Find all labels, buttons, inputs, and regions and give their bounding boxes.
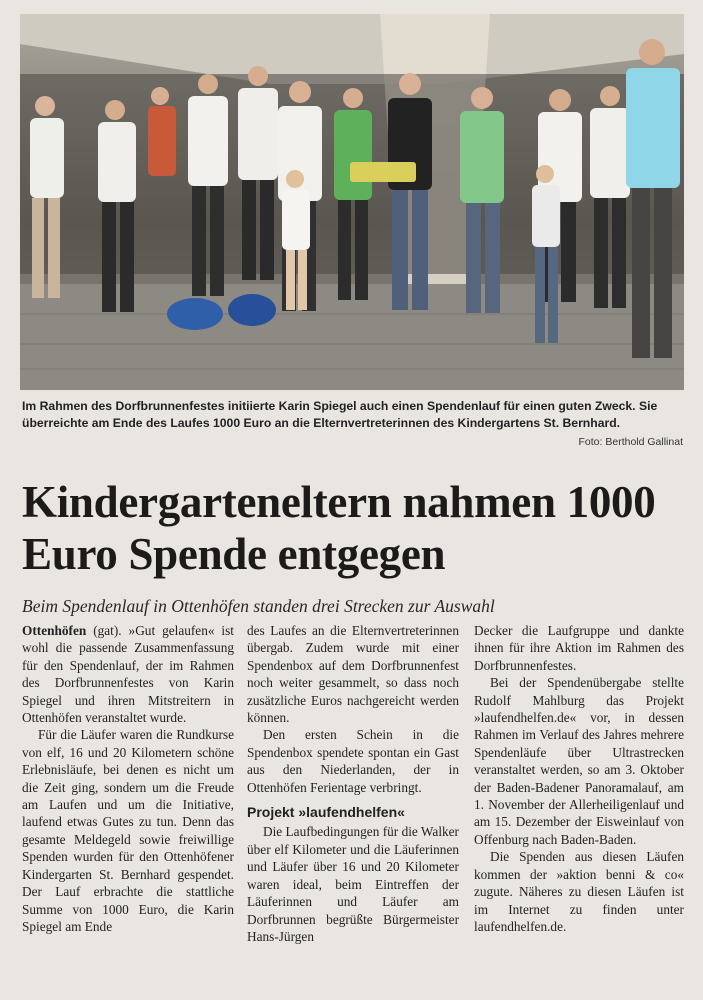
paragraph-text: (gat). »Gut gelaufen« ist wohl die passende Zusammenfassung für den Spendenlauf, der im Rahmen des Dorfbrunnenfestes von Karin Spiegel und ihren Mitstreitern in Ottenhöfen veranstaltet wurde.	[22, 623, 234, 726]
photo-credit: Foto: Berthold Gallinat	[578, 436, 683, 448]
article-column-1	[22, 622, 234, 982]
paragraph: Bei der Spendenübergabe stellte Rudolf Mahlburg das Projekt »laufendhelfen.de« vor, in dessen Rahmen im Verlauf des Jahres mehrere Spendenläufe über Ultrastrecken veranstaltet werden, so am 3. Oktober der Baden-Badener Panoramalauf, am 1. November der Allerheiligenlauf und am 15. Dezember der Eisweinlauf von Offenburg nach Baden-Baden.	[474, 675, 684, 847]
dateline: Ottenhöfen	[22, 623, 87, 638]
subheadline: Beim Spendenlauf in Ottenhöfen standen drei Strecken zur Auswahl	[22, 596, 495, 616]
paragraph: Decker die Laufgruppe und dankte ihnen für ihre Aktion im Rahmen des Dorfbrunnenfestes.	[474, 623, 684, 673]
headline: Kindergarteneltern nahmen 1000 Euro Spende entgegen	[22, 477, 656, 579]
paragraph: Den ersten Schein in die Spendenbox spendete spontan ein Gast aus den Niederlanden, der in Ottenhöfen Ferientage verbringt.	[247, 727, 459, 795]
paragraph: Die Spenden aus diesen Läufen kommen der »aktion benni & co« zugute. Näheres zu diesen Läufen ist im Internet zu finden unter laufendhelfen.de.	[474, 849, 684, 934]
paragraph: Für die Läufer waren die Rundkurse von elf, 16 und 20 Kilometern schöne Erlebnisläufe, bei denen es nicht um die Zeit ging, sondern um die Freude am Laufen und um die Initiative, laufend etwas Gutes zu tun. Denn das gesamte Meldegeld sowie freiwillige Spenden wurden für den Ottenhöfener Kindergarten St. Bernhard gespendet. Der Lauf erbrachte die stattliche Summe von 1000 Euro, die Karin Spiegel am Ende	[22, 727, 234, 934]
paragraph: des Laufes an die Elternvertreterinnen übergab. Zudem wurde mit einer Spendenbox auf dem Dorfbrunnenfest noch weiter gesammelt, so dass noch zusätzliche Euros nachgereicht werden können.	[247, 623, 459, 726]
paragraph	[22, 622, 234, 726]
paragraph: Die Laufbedingungen für die Walker über elf Kilometer und die Läuferinnen und Läufer über 16 und 20 Kilometer waren ideal, beim Eintreffen der Läuferinnen und Läufer am Dorfbrunnen begrüßte Bürgermeister Hans-Jürgen	[247, 824, 459, 944]
photo-illustration	[20, 14, 684, 390]
section-heading: Projekt »laufendhelfen«	[247, 804, 405, 821]
photo-caption: Im Rahmen des Dorfbrunnenfestes initiierte Karin Spiegel auch einen Spendenlauf für einen guten Zweck. Sie überreichte am Ende des Laufes 1000 Euro an die Elternvertreterinnen des Kindergartens St. Bernhard.	[22, 399, 658, 430]
group-photo	[20, 14, 684, 390]
article-column-3	[474, 622, 684, 982]
article-column-2	[247, 622, 459, 982]
